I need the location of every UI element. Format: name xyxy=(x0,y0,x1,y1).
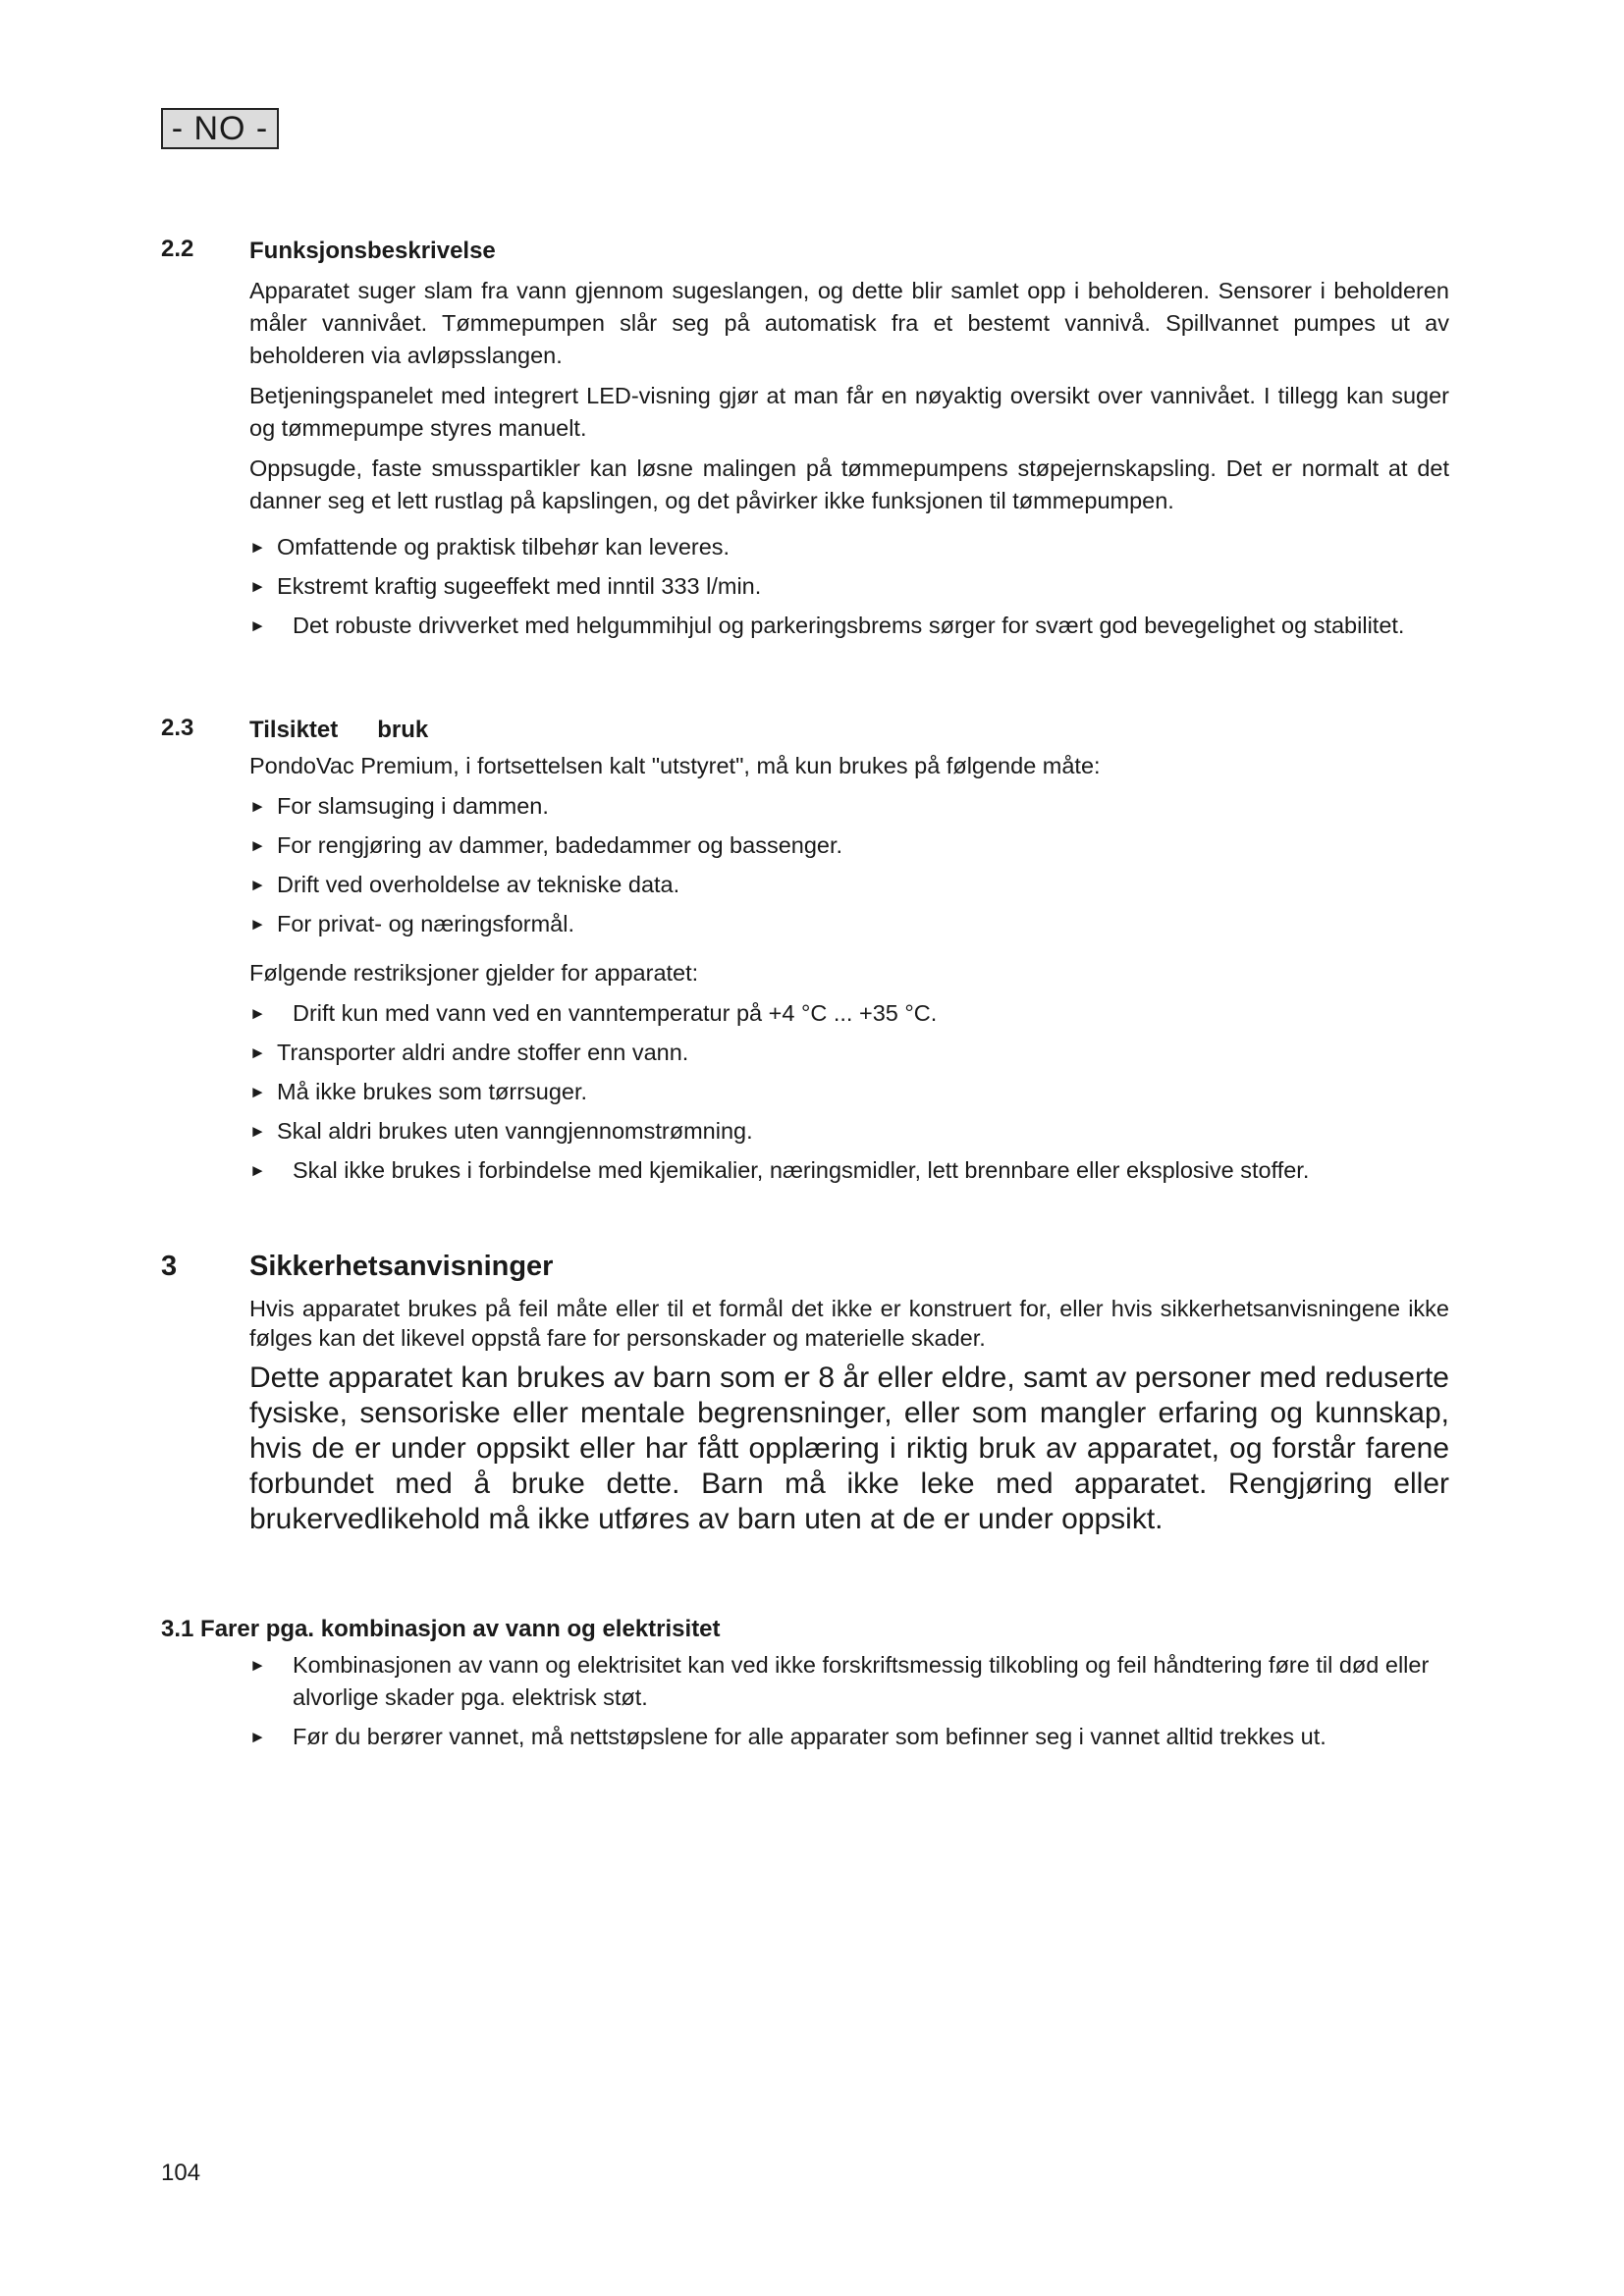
paragraph: Oppsugde, faste smusspartikler kan løsne malingen på tømmepumpens støpejernskapsling. Det er normalt at det danner seg et lett rustlag på kapslingen, og det påvirker ikke funksjonen til tømmepumpen. xyxy=(249,455,1449,513)
section-title: Funksjonsbeskrivelse xyxy=(249,238,496,264)
bullet-arrow-icon: ► xyxy=(249,1656,266,1675)
bullet-arrow-icon: ► xyxy=(249,1122,266,1141)
section-title: Sikkerhetsanvisninger xyxy=(249,1251,554,1282)
language-badge: - NO - xyxy=(161,108,279,149)
warning-paragraph: Dette apparatet kan brukes av barn som er 8 år eller eldre, samt av personer med reduserte fysiske, sensoriske eller mentale begrensninger, eller som mangler erfaring og kunnskap, hvis de er under oppsikt eller har fått opplæring i riktig bruk av apparatet, og forstår farene forbundet med å bruke dette. Barn må ikke leke med apparatet. Rengjøring eller brukervedlikehold må ikke utføres av barn uten at de er under oppsikt. xyxy=(249,1362,1449,1535)
bullet-arrow-icon: ► xyxy=(249,1083,266,1101)
page-number: 104 xyxy=(161,2160,201,2186)
list-item: ► For rengjøring av dammer, badedammer og bassenger. xyxy=(249,829,1449,862)
section-3-1 xyxy=(161,1614,1449,1760)
bullet-arrow-icon: ► xyxy=(249,538,266,557)
list-item: ► Kombinasjonen av vann og elektrisitet kan ved ikke forskriftsmessig tilkobling og feil håndtering føre til død eller alvorlige skader pga. elektrisk støt. xyxy=(249,1649,1449,1714)
list-item: ► Det robuste drivverket med helgummihjul og parkeringsbrems sørger for svært god bevegelighet og stabilitet. xyxy=(249,610,1449,642)
paragraph: Apparatet suger slam fra vann gjennom sugeslangen, og dette blir samlet opp i beholderen. Sensorer i beholderen måler vannivået. Tømmepumpen slår seg på automatisk fra et bestemt vannivå. Spillvannet pumpes ut av beholderen via avløpsslangen. xyxy=(249,278,1449,368)
list-item: ► Ekstremt kraftig sugeeffekt med inntil 333 l/min. xyxy=(249,570,1449,603)
section-title: Tilsiktet bruk xyxy=(249,717,429,743)
section-title: 3.1 Farer pga. kombinasjon av vann og elektrisitet xyxy=(161,1616,721,1642)
list-item: ► For slamsuging i dammen. xyxy=(249,790,1449,823)
bullet-arrow-icon: ► xyxy=(249,1728,266,1746)
bullet-arrow-icon: ► xyxy=(249,876,266,894)
list-item: ► For privat- og næringsformål. xyxy=(249,908,1449,940)
bullet-arrow-icon: ► xyxy=(249,1161,266,1180)
list-item: ► Må ikke brukes som tørrsuger. xyxy=(249,1076,1449,1108)
paragraph: Betjeningspanelet med integrert LED-visning gjør at man får en nøyaktig oversikt over vannivået. I tillegg kan suger og tømmepumpe styres manuelt. xyxy=(249,383,1449,441)
list-item: ► Skal ikke brukes i forbindelse med kjemikalier, næringsmidler, lett brennbare eller eksplosive stoffer. xyxy=(249,1154,1449,1187)
paragraph: Hvis apparatet brukes på feil måte eller til et formål det ikke er konstruert for, eller hvis sikkerhetsanvisningene ikke følges kan det likevel oppstå fare for personskader og materielle skader. xyxy=(249,1296,1449,1351)
bullet-arrow-icon: ► xyxy=(249,616,266,635)
section-number: 3 xyxy=(161,1251,178,1282)
section-number: 2.3 xyxy=(161,715,194,741)
bullet-arrow-icon: ► xyxy=(249,577,266,596)
list-item: ► Skal aldri brukes uten vanngjennomstrømning. xyxy=(249,1115,1449,1148)
list-item: ► Transporter aldri andre stoffer enn vann. xyxy=(249,1037,1449,1069)
section-2-2 xyxy=(161,236,1449,649)
paragraph: PondoVac Premium, i fortsettelsen kalt "utstyret", må kun brukes på følgende måte: xyxy=(249,753,1101,778)
bullet-arrow-icon: ► xyxy=(249,836,266,855)
bullet-arrow-icon: ► xyxy=(249,797,266,816)
section-3 xyxy=(161,1251,1449,1545)
paragraph: Følgende restriksjoner gjelder for apparatet: xyxy=(249,960,699,986)
list-item: ► Før du berører vannet, må nettstøpslene for alle apparater som befinner seg i vannet alltid trekkes ut. xyxy=(249,1721,1449,1753)
bullet-arrow-icon: ► xyxy=(249,1004,266,1023)
list-item: ► Drift ved overholdelse av tekniske data. xyxy=(249,869,1449,901)
list-item: ► Omfattende og praktisk tilbehør kan leveres. xyxy=(249,531,1449,563)
bullet-arrow-icon: ► xyxy=(249,915,266,934)
section-number: 2.2 xyxy=(161,236,194,262)
section-2-3 xyxy=(161,715,1449,1194)
bullet-arrow-icon: ► xyxy=(249,1043,266,1062)
list-item: ► Drift kun med vann ved en vanntemperatur på +4 °C ... +35 °C. xyxy=(249,997,1449,1030)
